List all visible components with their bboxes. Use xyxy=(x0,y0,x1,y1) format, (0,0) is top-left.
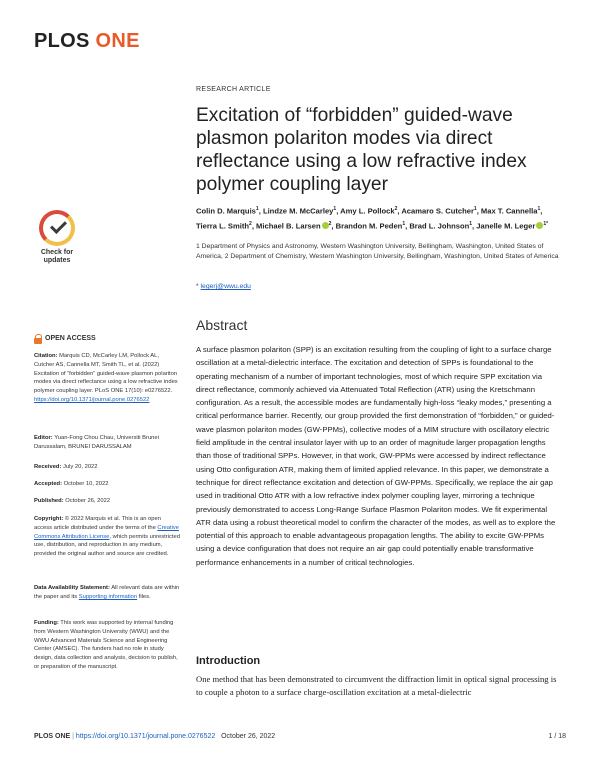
author-affiliation-marker: 1 xyxy=(333,206,337,212)
page-number: 1 / 18 xyxy=(548,733,566,740)
badge-line1: Check for xyxy=(40,249,74,256)
copyright-text: © 2022 Marquis et al. This is an open access article distributed under the terms of the xyxy=(34,516,161,531)
funding-label: Funding: xyxy=(34,620,59,626)
author-name: Brad L. Johnson xyxy=(409,221,470,231)
citation-doi-link[interactable]: https://doi.org/10.1371/journal.pone.0276522 xyxy=(34,396,150,403)
author-name: Amy L. Pollock xyxy=(340,206,395,216)
author-name: Acamaro S. Cutcher xyxy=(401,206,474,216)
received-block xyxy=(34,463,180,472)
email-link[interactable]: legerj@wwu.edu xyxy=(200,283,251,290)
supporting-info-link[interactable]: Supporting information xyxy=(78,593,138,600)
open-access-label xyxy=(34,334,180,344)
author-affiliation-marker: 1 xyxy=(537,206,541,212)
author-affiliation-marker: 1* xyxy=(543,220,549,227)
article-title: Excitation of “forbidden” guided-wave plasmon polariton modes via direct reflectance using a low refractive index polymer coupling layer xyxy=(196,105,527,195)
email-marker: * xyxy=(196,283,199,290)
citation-label: Citation: xyxy=(34,353,58,359)
author-separator: , xyxy=(405,221,410,231)
introduction-heading: Introduction xyxy=(196,655,261,667)
author-separator: , xyxy=(397,206,402,216)
author-separator: , xyxy=(258,206,263,216)
funding-text: This work was supported by internal funding from Western Washington University (WWU) and the WWU Advanced Materials Science and Engineering Center (AMSEC). The funders had no role in study design, data collection and analysis, decision to publish, or preparation of the manuscript. xyxy=(34,620,178,670)
author-name: Brandon M. Peden xyxy=(335,221,403,231)
citation-text: Marquis CD, McCarley LM, Pollock AL, Cutcher AS, Cannella MT, Smith TL, et al. (2022) Excitation of “forbidden” guided-wave plasmon polariton modes via direct reflectance using a low refractive index polymer coupling layer. PLoS ONE 17(10): e0276522. xyxy=(34,353,178,395)
citation-block xyxy=(34,352,180,405)
author-affiliation-marker: 2 xyxy=(394,206,398,212)
abstract-text: A surface plasmon polariton (SPP) is an excitation resulting from the coupling of light to a surface charge oscillation at a metal-dielectric interface. The excitation and detection of SPPs is foundational to the operating mechanism of a number of important technologies, most of which require SPP excitation via direct reflectance, commonly achieved via Attenuated Total Reflection (ATR) using the Kretschmann configuration. As a result, the accessible modes are fundamentally high-loss “leaky modes,” presenting a critical performance barrier. Recently, our group provided the first demonstration of “forbidden,” or guided-wave plasmon polariton modes (GW-PPMs), collective modes of a MIM structure with oscillatory electric field amplitude in the central insulator layer with up to an order of magnitude larger propagation lengths than those of traditional SPPs. However, in that work, GW-PPMs were accessed by indirect reflectance using Otto configuration ATR, making them of limited applied relevance. In this paper, we demonstrate a technique for direct reflectance excitation and detection of GW-PPMs. Specifically, we replace the air gap used in traditional Otto ATR with a low refractive index polymer coupling layer, mirroring a technique previously demonstrated to access Long-Range Surface Plasmon Polariton modes. We fit experimental ATR data using a robust theoretical model to confirm the character of the modes, as well as to explore the potential of this approach to enable advantageous propagation lengths. The ability to excite GW-PPMs using a device configuration that does not require an air gap could potentially enable transformative performance enhancements in a number of critical technologies. xyxy=(196,345,556,567)
orcid-icon[interactable] xyxy=(322,222,329,229)
author-affiliation-marker: 1 xyxy=(473,206,477,212)
author-separator: , xyxy=(331,221,336,231)
license-link[interactable]: Creative Commons Attribution License xyxy=(34,524,179,540)
author-name: Lindze M. McCarley xyxy=(262,206,334,216)
article-type-label: RESEARCH ARTICLE xyxy=(196,86,271,93)
received-label: Received: xyxy=(34,464,62,470)
affiliations: 1 Department of Physics and Astronomy, Western Washington University, Bellingham, Washington, United States of America, 2 Department of Chemistry, Western Washington University, Bellingham, Washington, United States of America xyxy=(196,243,559,260)
published-date: October 26, 2022 xyxy=(63,498,111,504)
logo-plos: PLOS xyxy=(34,30,90,52)
accepted-block xyxy=(34,480,180,489)
footer-separator: | xyxy=(72,733,74,740)
author-affiliation-marker: 1 xyxy=(469,220,473,227)
author-name: Janelle M. Leger xyxy=(476,221,536,231)
journal-logo xyxy=(34,30,140,53)
accepted-label: Accepted: xyxy=(34,481,63,487)
check-updates-icon xyxy=(39,210,75,246)
editor-label: Editor: xyxy=(34,435,53,441)
open-access-text: OPEN ACCESS xyxy=(45,334,96,342)
corresponding-email xyxy=(196,283,251,290)
page-footer xyxy=(34,733,566,740)
open-lock-icon xyxy=(34,334,42,344)
data-availability-text: All relevant data are within the paper and its xyxy=(34,585,180,600)
author-separator: , xyxy=(476,206,481,216)
author-affiliation-marker: 1 xyxy=(255,206,259,212)
funding-block xyxy=(34,619,180,672)
copyright-label: Copyright: xyxy=(34,516,64,522)
copyright-block xyxy=(34,515,180,559)
data-availability-label: Data Availability Statement: xyxy=(34,585,110,591)
author-affiliation-marker: 2 xyxy=(249,220,252,227)
published-block xyxy=(34,497,180,506)
author-affiliation-marker: 1 xyxy=(402,220,406,227)
check-for-updates-badge[interactable] xyxy=(34,210,80,265)
footer-date: October 26, 2022 xyxy=(221,733,276,740)
author-separator: , xyxy=(540,206,543,216)
author-separator: , xyxy=(251,221,257,231)
introduction-text: One method that has been demonstrated to circumvent the diffraction limit in optical signal processing is to couple a photon to a surface charge-oscillation excitation at a metal-dielectric xyxy=(196,674,557,697)
editor-text: Yuan-Fong Chou Chau, Universiti Brunei Darussalam, BRUNEI DARUSSALAM xyxy=(34,435,159,450)
accepted-date: October 10, 2022 xyxy=(62,481,109,487)
author-separator: , xyxy=(472,221,477,231)
published-label: Published: xyxy=(34,498,64,504)
footer-journal: PLOS ONE xyxy=(34,733,71,740)
author-affiliation-marker: 2 xyxy=(328,220,332,227)
author-name: Colin D. Marquis xyxy=(196,206,256,216)
copyright-text-end: , which permits unrestricted use, distribution, and reproduction in any medium, provided the original author and source are credited. xyxy=(34,533,180,558)
logo-one: ONE xyxy=(95,30,140,52)
author-name: Tierra L. Smith xyxy=(196,221,250,231)
badge-line2: updates xyxy=(43,257,71,264)
received-date: July 20, 2022 xyxy=(61,464,98,470)
author-name: Max T. Cannella xyxy=(480,206,538,216)
editor-block xyxy=(34,434,180,452)
data-availability-block xyxy=(34,584,180,602)
footer-doi-link[interactable]: https://doi.org/10.1371/journal.pone.0276522 xyxy=(75,733,216,740)
abstract-heading: Abstract xyxy=(196,317,248,333)
author-separator: , xyxy=(336,206,341,216)
data-availability-text-end: files. xyxy=(137,593,151,600)
author-list xyxy=(196,203,556,232)
author-name: Michael B. Larsen xyxy=(256,221,321,231)
